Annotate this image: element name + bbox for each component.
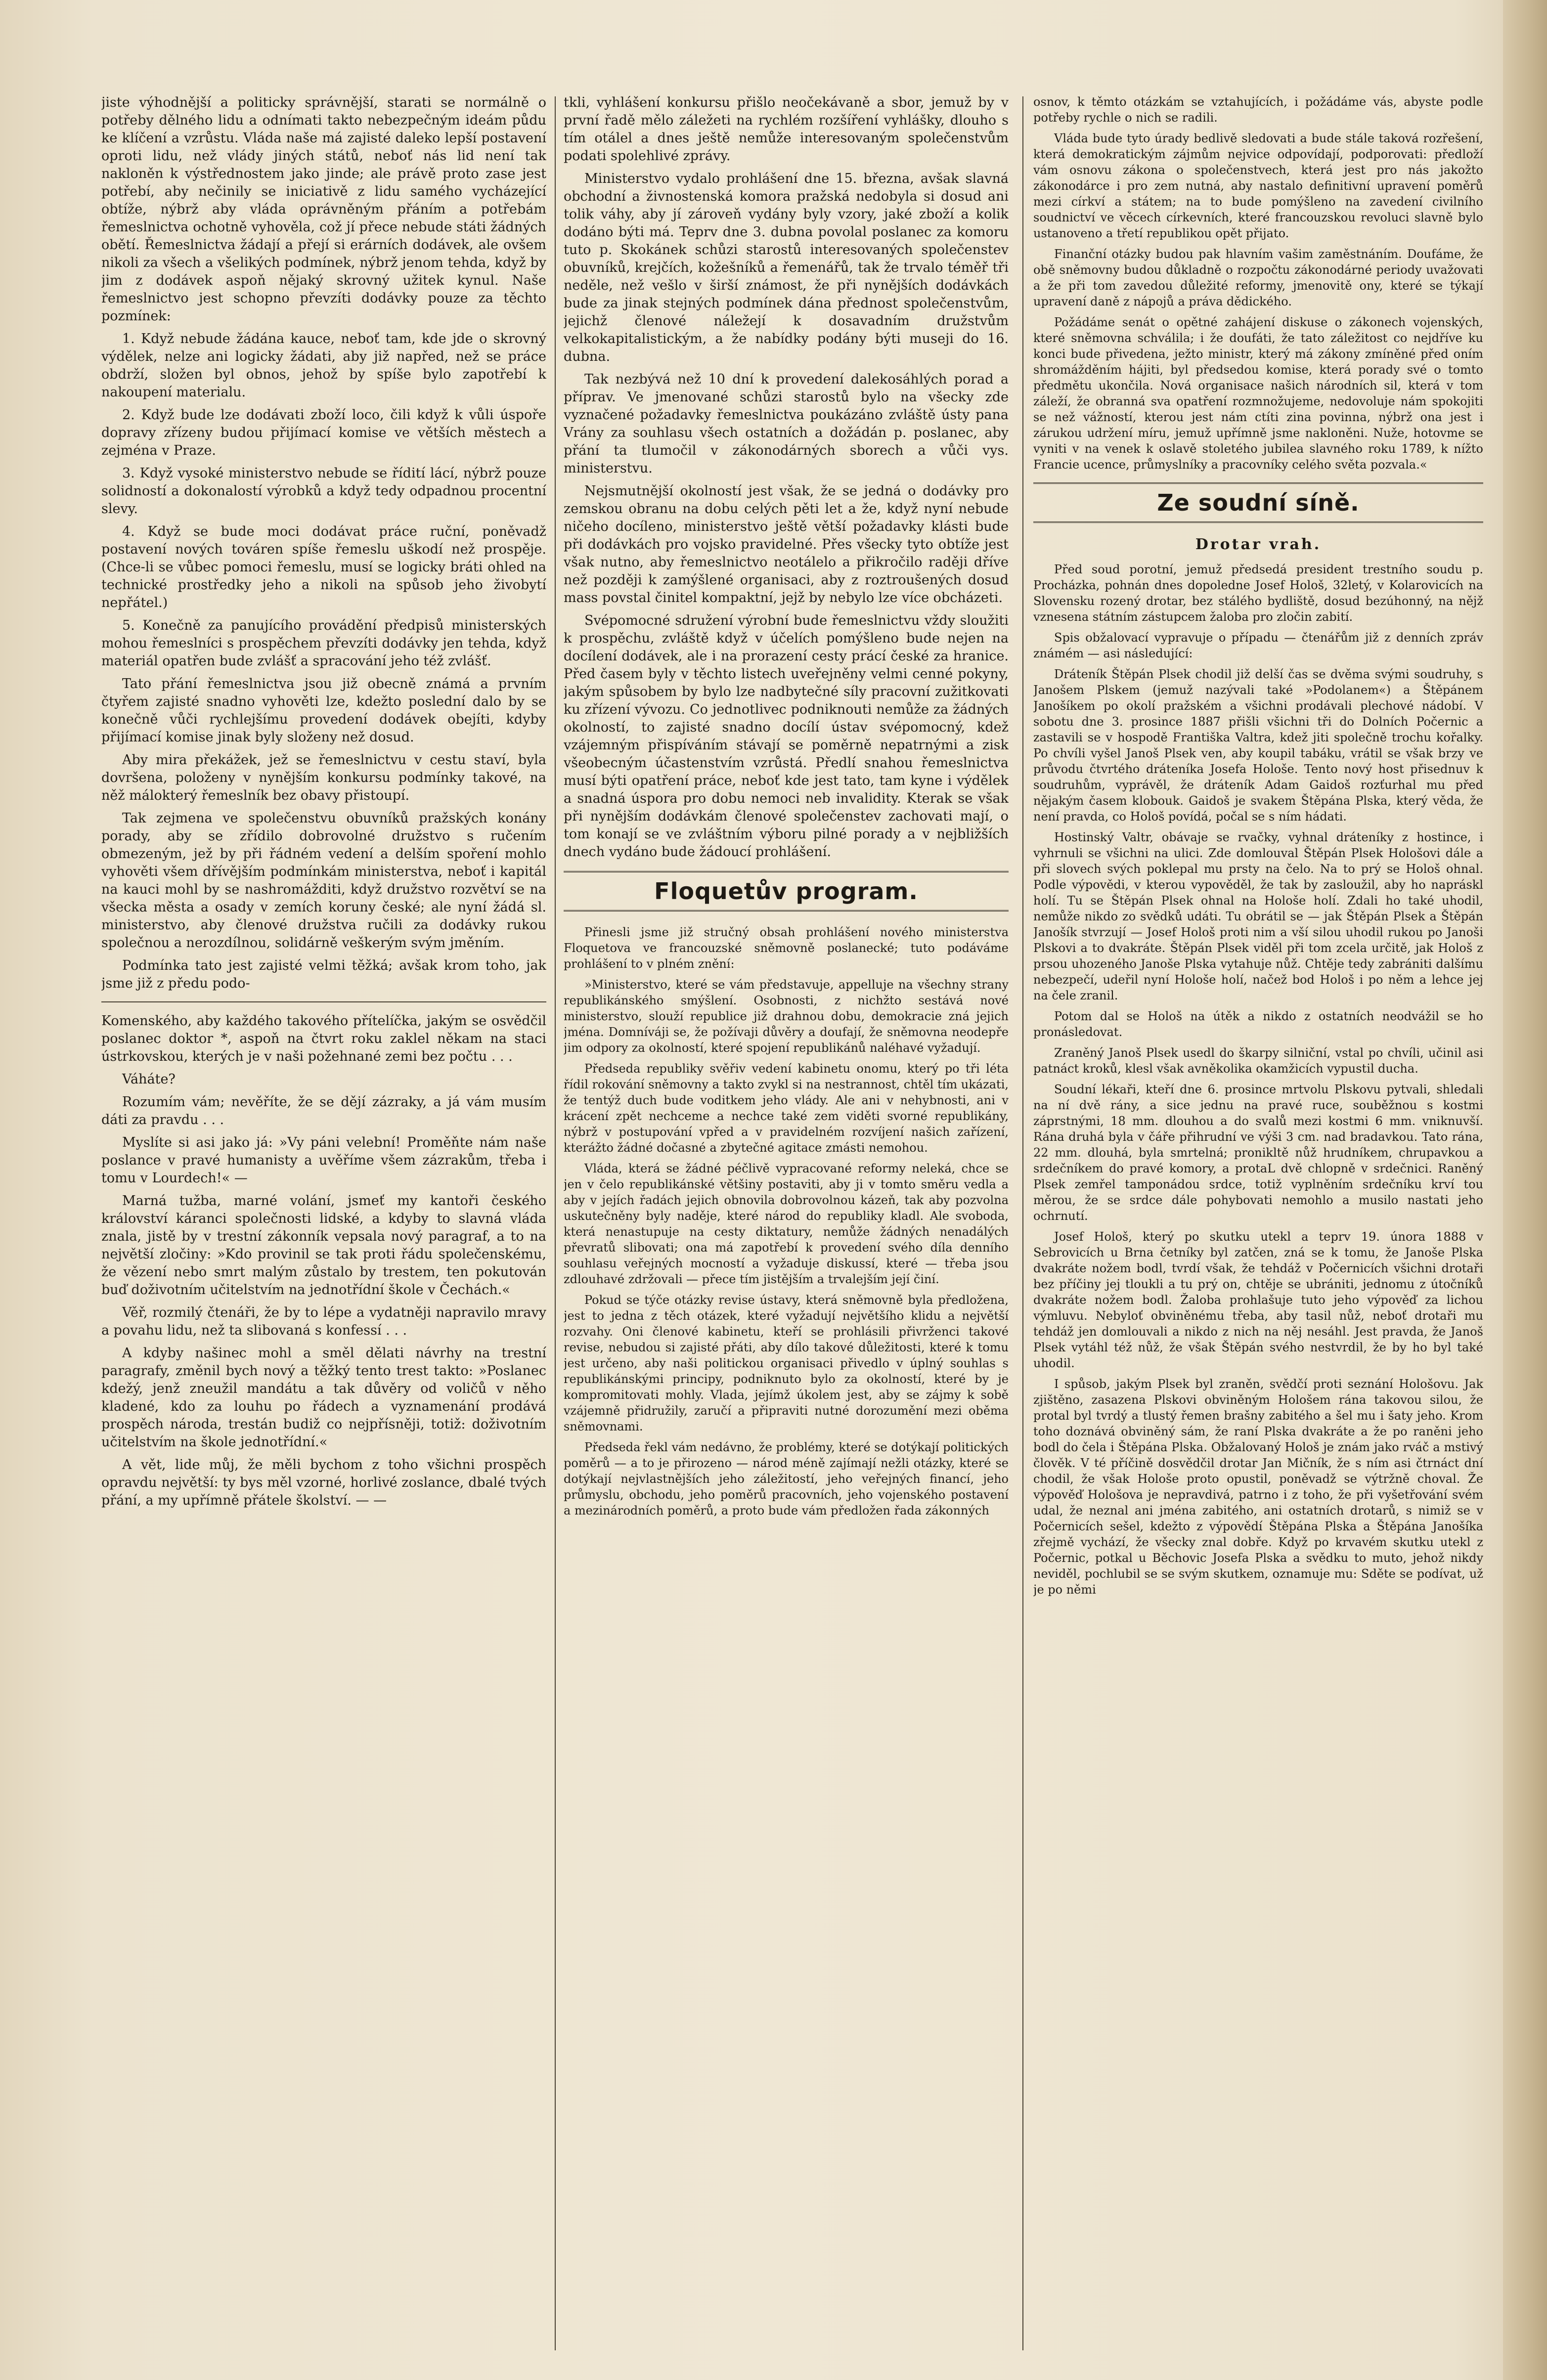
paragraph: Váháte? bbox=[122, 1072, 176, 1087]
paragraph: 4. Když se bude moci dodávat práce ruční, poněvadž postavení nových továren spíše řemeslu uškodí než prospěje. (Chce-li se vůbec pomoci řemeslu, musí se logicky bráti ohled na technické prostředky jeho a nikoli na spůsob jeho živobytí nepřátel.) bbox=[101, 524, 546, 610]
paragraph: Dráteník Štěpán Plsek chodil již delší čas se dvěma svými soudruhy, s Janošem Plskem (jemuž nazývali také »Podolanem«) a Štěpánem Janošíkem po okolí pražském a všichni prodávali plechové nádobí. V sobotu dne 3. prosince 1887 přišli všichni tři do Dolních Počernic a zastavili se v hospodě Františka Valtra, kdež jiti společně trochu kořalky. Po chvíli vyšel Janoš Plsek ven, aby koupil tabáku, vrátil se však brzy ve průvodu čtvrtého dráteníka Josefa Hološe. Tento nový host přisednuv k soudruhům, vyprávěl, že dráteník Adam Gaidoš rozťurhal mu před nějakým časem klobouk. Gaidoš je svakem Štěpána Plska, který věda, že není pravda, co Hološ povídá, počal se s ním hádati. bbox=[1033, 667, 1483, 823]
paragraph: I spůsob, jakým Plsek byl zraněn, svědčí proti seznání Hološovu. Jak zjištěno, zasazena Plskovi obviněným Hološem rána takovou silou, že protal byl tvrdý a tlustý řemen brašny zabitého a šel mu i šaty jeho. Krom toho doznává obviněný sám, že raní Plska dvakráte a že po raněni jeho bodl do čela i Štěpána Plska. Obžalovaný Hološ je znám jako rváč a mstivý člověk. V té příčině dosvědčil drotar Jan Mičník, že s ním asi čtrnáct dní chodil, že však Hološe proto opustil, poněvadž se výtržně choval. Že výpověď Hološova je nepravdivá, patrno i z toho, že při vyšetřování svém udal, že neznal ani jména zabitého, ani ostatních drotarů, s nimiž se v Počernicích sešel, kdežto z výpovědí Štěpána Plska a Štěpána Janošíka zřejmě vychází, že všecky znal dobře. Když po krvavém skutku utekl z Počernic, potkal u Běchovic Josefa Plska a svědku to muto, jehož nikdy neviděl, pochlubil se se svým skutkem, oznamuje mu: Sděte se podívat, už je po němi bbox=[1033, 1377, 1483, 1597]
paragraph: Předseda řekl vám nedávno, že problémy, které se dotýkají politických poměrů — a to je přirozeno — národ méně zajímají nežli otázky, které se dotýkají nejvlastnějších jeho záležitostí, jeho veřejných financí, jeho průmyslu, obchodu, jeho poměrů pracovních, jeho vojenského postavení a mezinárodních poměrů, a proto bude vám předložen řada zákonných bbox=[564, 1440, 1009, 1517]
column-2 bbox=[564, 94, 1009, 2348]
paragraph: Požádáme senát o opětné zahájení diskuse o zákonech vojenských, které sněmovna schválila; i že doufáti, že tato záležitost co nejdříve ku konci bude přivedena, ježto ministr, který má zákony zmíněné před oním shromážděním hájiti, byl předsedou komise, která porady své o tomto předmětu ukončila. Nová organisace našich národních sil, která v tom záleží, že obranná sva opatření rozmnožujeme, nedovoluje nám spokojiti se než vážností, kterou jest nám ctíti zina povinna, nýbrž ona jest i zárukou udržení míru, jemuž upřímně jsme nakloněni. Nuže, hotovme se vyniti v na venek k oslavě stoletého jubilea slavného roku 1789, k nížto Francie ucence, průmyslníky a pracovníky celého světa pozvala.« bbox=[1033, 315, 1483, 472]
column-divider-2 bbox=[1022, 96, 1023, 2350]
court-article bbox=[1033, 562, 1483, 1598]
column-divider-1 bbox=[555, 96, 556, 2350]
trade-article bbox=[101, 94, 546, 993]
paragraph: 2. Když bude lze dodávati zboží loco, čili když k vůli úspoře dopravy zřízeny budou přijímací komise ve větších městech a zejména v Praze. bbox=[101, 407, 546, 458]
paragraph: Přinesli jsme již stručný obsah prohlášení nového ministerstva Floquetova ve francouzské sněmovně poslanecké; tuto podáváme prohlášení to v plném znění: bbox=[564, 925, 1009, 971]
paragraph: Spis obžalovací vypravuje o případu — čtenářům již z denních zpráv známém — asi následující: bbox=[1033, 631, 1483, 660]
paragraph: Nejsmutnější okolností jest však, že se jedná o dodávky pro zemskou obranu na dobu celých pěti let a že, když nyní nebude ničeho docíleno, ministerstvo ještě větší požadavky klásti bude při dodávkách pro vojsko pravidelné. Přes všecky tyto obtíže jest však nutno, aby řemeslnictvo neotálelo a přikročilo raději dříve než později k zamýšlené organisaci, aby z roztroušených dosud mass povstal činitel kompaktní, jejž by nebylo lze více obcházeti. bbox=[564, 483, 1009, 606]
paragraph: Rozumím vám; nevěříte, že se dějí zázraky, a já vám musím dáti za pravdu . . . bbox=[101, 1094, 546, 1127]
paragraph: jiste výhodnější a politicky správnější, starati se normálně o potřeby dělného lidu a odnímati takto nebezpečným ideám půdu ke klíčení a vzrůstu. Vláda naše má zajisté daleko lepší postavení oproti lidu, než vlády jiných států, neboť nás lid není tak nakloněn k výstřednostem jako jinde; ale právě proto zase jest potřebí, aby nečinily se iniciativě z lidu samého vycházející obtíže, nýbrž aby vláda oprávněným přáním a potřebám řemeslnictva ochotně vyhověla, což jí přece nebude státi žádných obětí. Řemeslnictva žádají a přejí si erárních dodávek, ale ovšem nikoli za všech a všelikých podmínek, nýbrž jenom tehda, když by jim z dodávek aspoň nějaký skrovný užitek kynul. Naše řemeslnictvo jest schopno převzíti dodávky pouze za těchto pozmínek: bbox=[101, 95, 546, 324]
column-3 bbox=[1033, 94, 1483, 2348]
paragraph: Finanční otázky budou pak hlavním vašim zaměstnáním. Doufáme, že obě sněmovny budou důkladně o rozpočtu zákonodárné periody uvažovati a že při tom zavedou důležité reformy, jmenovitě ony, které se týkají upravení daně z nápojů a práva dědického. bbox=[1033, 247, 1483, 308]
paragraph: 3. Když vysoké ministerstvo nebude se řídití lácí, nýbrž pouze solidností a dokonalostí výrobků a když tedy odpadnou procentní slevy. bbox=[101, 466, 546, 517]
paragraph: Marná tužba, marné volání, jsmeť my kantoři českého království káranci společnosti lidské, a kdyby to slavná vláda znala, jistě by v trestní zákonník vepsala nový paragraf, a to na největší zločiny: »Kdo provinil se tak proti řádu společenskému, že vězení nebo smrt malým zůstalo by trestem, ten pokutován buď doživotním učitelstvím na jednotřídní škole v Čechách.« bbox=[101, 1193, 546, 1298]
page-fold-shadow bbox=[1503, 0, 1547, 2380]
paragraph: Tak nezbývá než 10 dní k provedení dalekosáhlých porad a příprav. Ve jmenované schůzi starostů bylo na všecky zde vyznačené požadavky řemeslnictva poukázáno zvláště ústy pana Vrány za souhlasu všech ostatních a dožádán p. poslanec, aby přání ta tlumočil v zákonodárných sborech a vůči vys. ministerstvu. bbox=[564, 372, 1009, 476]
paragraph: 5. Konečně za panujícího provádění předpisů ministerských mohou řemeslníci s prospěchem převzíti dodávky jen tehda, když materiál opatřen bude zvlášť a spracování jeho též zvlášť. bbox=[101, 618, 546, 669]
floquet-article bbox=[564, 924, 1009, 1518]
paragraph: Vláda bude tyto úrady bedlivě sledovati a bude stále taková rozřešení, která demokratickým zájmům nejvice odpovídají, podporovati: předloží vám osnovu zákona o společenstvech, která jest pro nás jakožto zákonodárce i pro zem nutná, aby nastalo definitivní upravení poměrů mezi církví a státem; na to bude pomýšleno na zavedení civilního soudnictví ve věcech církevních, které francouzskou revoluci slavně bylo ustanoveno a třetí republikou opět přijato. bbox=[1033, 131, 1483, 240]
feuilleton-divider bbox=[101, 1001, 546, 1002]
paragraph: Tak zejmena ve společenstvu obuvníků pražských konány porady, aby se zřídilo dobrovolné družstvo s ručením obmezeným, jež by při řádném vedení a delším spoření mohlo vyhověti všem dřívějším podmínkám ministerstva, neboť i kapitál na kauci mohl by se nashromážditi, když družstvo rozvětví se na všecka města a osady v zemích koruny české; ale nyní žádá sl. ministerstvo, aby členové družstva ručili za dodávky rukou společnou a nerozdílnou, solidárně veškerým svým jměním. bbox=[101, 811, 546, 951]
paragraph: Aby mira překážek, jež se řemeslnictvu v cestu staví, byla dovršena, položeny v nynějším konkursu podmínky takové, na něž málokterý řemeslník bez obavy přistoupí. bbox=[101, 752, 546, 803]
paragraph: 1. Když nebude žádána kauce, neboť tam, kde jde o skrovný výdělek, nelze ani logicky žádati, aby již napřed, než se práce obdrží, složen byl obnos, jehož by spíše bylo zapotřebí k nakoupení materialu. bbox=[101, 331, 546, 400]
paragraph: Myslíte si asi jako já: »Vy páni velební! Proměňte nám naše poslance v pravé humanisty a uvěříme všem zázrakům, třeba i tomu v Lourdech!« — bbox=[101, 1135, 546, 1186]
paragraph: Věř, rozmilý čtenáři, že by to lépe a vydatněji napravilo mravy a povahu lidu, než ta slibovaná s konfessí . . . bbox=[101, 1305, 546, 1338]
paragraph: Komenského, aby každého takového přítelíčka, jakým se osvědčil poslanec doktor *, aspoň na čtvrt roku zaklel někam na staci ústrkovskou, kterých je v naši požehnané zemi bez počtu . . . bbox=[101, 1013, 546, 1064]
paragraph: Josef Hološ, který po skutku utekl a teprv 19. února 1888 v Sebrovicích u Brna četníky byl zatčen, zná se k tomu, že Janoše Plska dvakráte nožem bodl, tvrdí však, že tehdáž v Počernicích všichni drotaři bez příčiny jej tloukli a tu prý on, chtěje se ubrániti, jednomu z útočníků dvakráte nožem bodl. Žaloba prohlašuje tuto jeho výpověď za lichou výmluvu. Nebyloť obviněnému třeba, aby tasil nůž, neboť drotaři mu tehdáž jen domlouvali a nikdo z nich na něj nesáhl. Jest pravda, že Janoš Plsek vytáhl též nůž, že však Štěpán svého nestvrdil, že by ho byl také uhodil. bbox=[1033, 1230, 1483, 1370]
paragraph: Předseda republiky svěřiv vedení kabinetu onomu, který po tři léta řídil rokování sněmovny a takto zvykl si na nestrannost, chtěl tím ukázati, že tentýž duch bude voditkem jeho vlády. Ale ani v nehybnosti, ani v krácení zpět nechceme a nechce také zem viděti svorné republikány, nýbrž v postupování vpřed a v pravidelném rozvíjení našich zařízení, kterážto žádné dočasné a zbytečné agitace zmásti nemohou. bbox=[564, 1062, 1009, 1155]
trade-article-continued bbox=[564, 94, 1009, 861]
court-headline: Ze soudní síně. bbox=[1033, 482, 1483, 523]
paragraph: »Ministerstvo, které se vám představuje, appelluje na všechny strany republikánského smýšlení. Osobnosti, z nichžto sestává nové ministerstvo, slouží republice již drahnou dobu, demokracie zná jejich jména. Domníváji se, že požívaji důvěry a doufají, že sněmovna neodepře jim odpory za okolností, které spojení republikánů naléhavé vyžadují. bbox=[564, 978, 1009, 1055]
paragraph: tkli, vyhlášení konkursu přišlo neočekávaně a sbor, jemuž by v první řadě mělo záležeti na rychlém rozšíření vyhlášky, dlouho s tím otálel a dnes ještě nemůže interesovaným společenstvům podati spolehlivé zprávy. bbox=[564, 95, 1009, 164]
feuilleton bbox=[101, 1012, 546, 1510]
paragraph: Před soud porotní, jemuž předsedá president trestního soudu p. Procházka, pohnán dnes dopoledne Josef Hološ, 32letý, v Kolarovicích na Slovensku rozený drotar, bez stálého bydliště, dosud bezúhonný, na nějž vznesena státním zástupcem žaloba pro zločin zabití. bbox=[1033, 563, 1483, 624]
paragraph: Podmínka tato jest zajisté velmi těžká; avšak krom toho, jak jsme již z předu podo- bbox=[101, 958, 546, 991]
floquet-headline: Floquetův program. bbox=[564, 871, 1009, 911]
column-1 bbox=[101, 94, 546, 2348]
paragraph: Tato přání řemeslnictva jsou již obecně známá a prvním čtyřem zajisté snadno vyhověti lze, kdežto poslední dalo by se konečně vůči rychlejšímu provedení dodávek obejíti, kdyby přijímací komise jinak byly složeny než dosud. bbox=[101, 676, 546, 745]
paragraph: A kdyby našinec mohl a směl dělati návrhy na trestní paragrafy, změnil bych nový a těžký tento trest takto: »Poslanec kdežý, jenž zneužil mandátu a tak důvěry od voličů v něho kladené, kdo za louhu po řádech a vyznamenání prodává prospěch národa, trestán budiž co nejpřísněji, totiž: doživotním učitelstvím na škole jednotřídní.« bbox=[101, 1345, 546, 1450]
paragraph: Ministerstvo vydalo prohlášení dne 15. března, avšak slavná obchodní a živnostenská komora pražská nedobyla si dosud ani tolik váhy, aby jí zároveň vydány byly vzory, jaké zboží a kolik dodáno býti má. Teprv dne 3. dubna povolal poslanec za komoru tuto p. Skokánek schůzi starostů interesovaných společenstev obuvníků, krejčích, kožešníků a řemenářů, tak že trvalo téměř tři neděle, než vešlo v širší známost, že při nynějších dodávkách bude za jinak stejných podmínek dána přednost společenstvům, jejichž členové náležejí k dosavadním družstvům velkokapitalistickým, a že nabídky podány býti museji do 16. dubna. bbox=[564, 171, 1009, 364]
floquet-article-continued bbox=[1033, 94, 1483, 473]
paragraph: Svépomocné sdružení výrobní bude řemeslnictvu vždy sloužiti k prospěchu, zvláště když v účelích pomýšleno bude nejen na docílení dodávek, ale i na prorazení cesty prácí české za hranice. Před časem byly v těchto listech uveřejněny velmi cenné pokyny, jakým spůsobem by bylo lze nadbytečné síly pracovní zužitkovati ku zřízení vývozu. Co jednotlivec podniknouti nemůže za žádných okolností, to zajisté snadno docílí ústav svépomocný, kdež vzájemným přispíváním stávají se poměrně nepatrnými a zisk všeobecným účastenstvím vzrůstá. Předlí snahou řemeslnictva musí býti opatření práce, neboť kde jest tato, tam kyne i výdělek a snadná úspora pro dobu nemoci neb invalidity. Kterak se však při nynějším dodávkám členové společenstev zachovati mají, o tom konají se ve zvláštním výboru pilné porady a v nejbližších dnech vydáno bude žádoucí prohlášení. bbox=[564, 613, 1009, 860]
court-subheadline: Drotar vrah. bbox=[1195, 536, 1322, 553]
paragraph: A vět, lide můj, že měli bychom z toho všichni prospěch opravdu největší: ty bys měl vzorné, horlivé zoslance, dbalé tvých přání, a my upřímně přátele školství. — — bbox=[101, 1457, 546, 1508]
paragraph: Pokud se týče otázky revise ústavy, která sněmovně byla předložena, jest to jedna z těch otázek, které vyžadují největšího klidu a největší rozvahy. Oni členové kabinetu, kteří se prohlásili přivrženci takové revise, nebudou si zajisté přáti, aby dílo takové důležitosti, které k tomu jest určeno, aby naši politickou organisaci přivedlo v úplný souhlas s republikánskými principy, podniknuto bylo za okolností, které by je kompromitovati mohly. Vlada, jejímž úkolem jest, aby se zájmy k sobě vzájemně přidružily, zaručí a připraviti nutné dorozumění mezi oběma sněmovnami. bbox=[564, 1293, 1009, 1433]
paragraph: Zraněný Janoš Plsek usedl do škarpy silniční, vstal po chvíli, učinil asi patnáct kroků, klesl však avněkolika okamžicích vypustil ducha. bbox=[1033, 1046, 1483, 1076]
paragraph: Vláda, která se žádné péčlivě vypracované reformy neleká, chce se jen v čelo republikánské většiny postaviti, aby ji v tomto směru vedla a aby v jejích řadách jejich obnovila dobrovolnou kázeň, tak aby pozvolna uskutečněny byly naděje, které národ do republiky kladl. Ale svoboda, která nenastupuje na cesty diktatury, nemůže žádných nenadálých převratů slibovati; ona má zapotřebí k provedení svého díla denního souhlasu veřejných mocností a vyžaduje diskussí, které — třeba jsou zdlouhavé zdržovali — přece tím jistějším a trvalejším její činí. bbox=[564, 1162, 1009, 1286]
paragraph: Hostinský Valtr, obávaje se rvačky, vyhnal dráteníky z hostince, i vyhrnuli se všichni na ulici. Zde domlouval Štěpán Plsek Hološovi dále a při slovech svých poklepal mu prsty na čelo. Na to prý se Hološ ohnal. Podle výpovědi, v kterou vypověděl, že tak by zasloužil, aby ho napráskl holí. Tu se Štěpán Plsek ohnal na Hološe holí. Zdali ho také uhodil, nemůže nikdo zo svědků udáti. Tu obrátil se — jak Štěpán Plsek a Štěpán Janošík stvrzují — Josef Hološ proti nim a vší silou uhodil rukou po Janoši Plskovi a to dvakráte. Štěpán Plsek viděl při tom zcela určitě, jak Hološ z prsou uhozeného Janoše Plska vytahuje nůž. Chtěje tedy zabrániti dalšímu nebezpečí, udeřil nyní Hološe holí, načež bod Hološ i po něm a lehce jej na čele zranil. bbox=[1033, 830, 1483, 1002]
paragraph: Soudní lékaři, kteří dne 6. prosince mrtvolu Plskovu pytvali, shledali na ní dvě rány, a sice jednu na pravé ruce, souběžnou s kostmi záprstnými, 18 mm. dlouhou a do svalů mezi kostmi 6 mm. vniknuvší. Rána druhá byla v čáře přihrudní ve výši 3 cm. nad bradavkou. Tato rána, 22 mm. dlouhá, byla smrtelná; pronikltě nůž hrudníkem, chrupavkou a srdečníkem do pravé komory, a protaL dvě chlopně v srdečnici. Raněný Plsek zemřel tamponádou srdce, totiž vyplněním srdečníku krví tou měrou, že se srdce dále pohybovati nemohlo a musilo nastati jeho ochrnutí. bbox=[1033, 1082, 1483, 1223]
paragraph: osnov, k těmto otázkám se vztahujících, i požádáme vás, abyste podle potřeby rychle o nich se radili. bbox=[1033, 95, 1483, 125]
paragraph: Potom dal se Hološ na útěk a nikdo z ostatních neodvážil se ho pronásledovat. bbox=[1033, 1009, 1483, 1039]
